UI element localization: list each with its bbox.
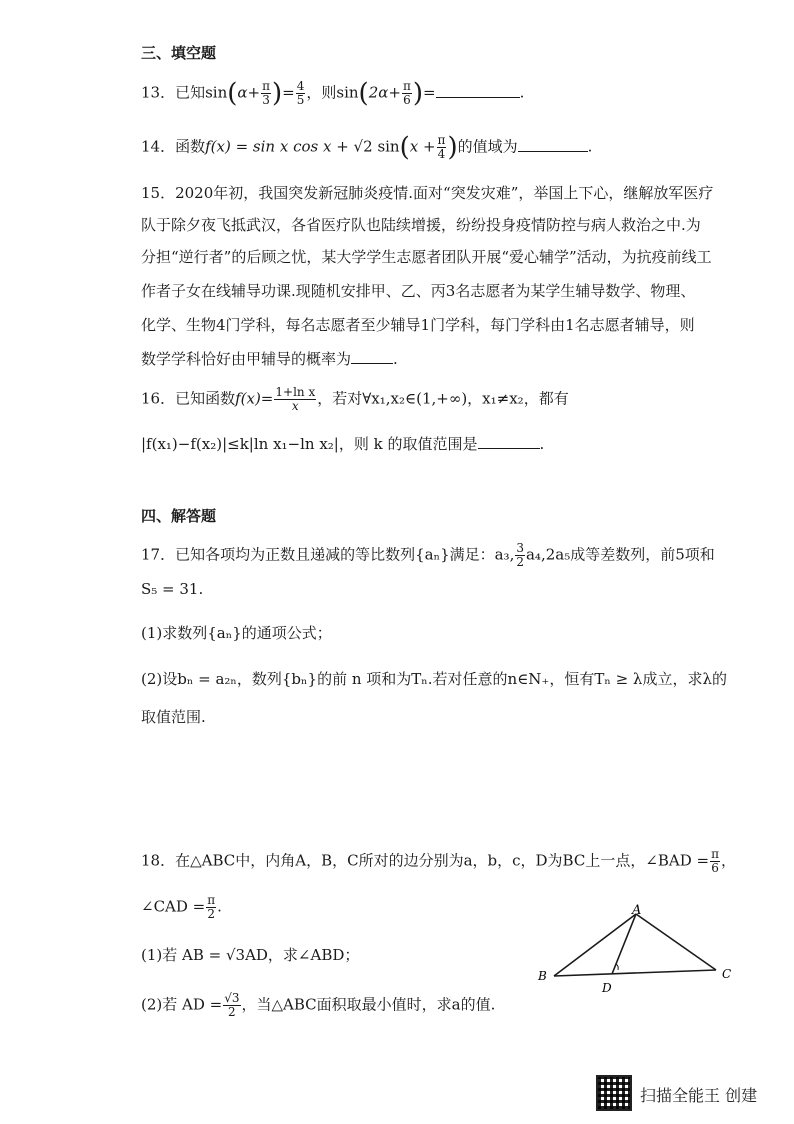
q14-sin: sin [377, 137, 400, 156]
q18-sqrt3-over-2: $\frac{√3}{2}$ [224, 991, 240, 1019]
watermark-label: 扫描全能王 创建 [640, 1086, 758, 1105]
q17-part-2-a: (2)设bₙ = a₂ₙ，数列{bₙ}的前 n 项和为Tₙ.若对任意的n∈N₊，恒有Tₙ ≥ λ成立，求λ的 [141, 670, 727, 688]
q16-line-2: |f(x₁)−f(x₂)|≤k|ln x₁−ln x₂|，则 k 的取值范围是 . [141, 435, 545, 453]
q13-two-alpha: 2α+ [368, 83, 401, 102]
q18-pi-over-2: $\frac{\pi}{2}$ [207, 893, 216, 921]
q18-stem: 18．在△ABC中，内角A，B，C所对的边分别为a，b，c，D为BC上一点，∠BAD = [141, 851, 710, 870]
qr-code-icon [596, 1075, 632, 1111]
q15-line-3: 分担“逆行者”的后顾之忧，某大学学生志愿者团队开展“爱心辅学”活动，为抗疫前线工 [141, 248, 712, 266]
q18-line-2: ∠CAD = $\frac{\pi}{2}$ . [141, 893, 222, 921]
label-c: C [722, 967, 732, 981]
q14-num: 14．函数 [141, 137, 206, 156]
q13-answer-blank [436, 83, 520, 98]
label-d: D [602, 981, 612, 995]
q14-tail: 的值域为 [457, 137, 518, 156]
q16-num: 16．已知函数 [141, 389, 236, 408]
q17-stem-b: a₄,2a₅成等差数列，前5项和 [525, 545, 715, 564]
q13-sin2: sin [336, 83, 359, 102]
q17-part-1: (1)求数列{aₙ}的通项公式； [141, 624, 332, 642]
q14-sqrt2: √2 [353, 137, 373, 156]
q18-angle-cad: ∠CAD = [141, 897, 206, 916]
q17-part-2-b: 取值范围. [141, 708, 206, 726]
q13-end-eq: = [423, 83, 436, 102]
q13-num: 13．已知 [141, 83, 206, 102]
section-fill-blank: 三、填空题 [141, 44, 217, 62]
q17-line-1 [141, 542, 715, 569]
q14-answer-blank [518, 137, 588, 152]
q16-line-1 [141, 386, 569, 413]
triangle-figure [532, 900, 742, 1010]
q18-pi-over-6: $\frac{\pi}{6}$ [711, 847, 719, 875]
question-14: 14．函数f(x) = sin x cos x + √2 sin(x + $\frac{\pi}{4}$ )的值域为 . [141, 132, 593, 163]
q13-four-fifths: $\frac{4}{5}$ [296, 79, 305, 107]
q13-alpha: α+ [237, 83, 261, 102]
q13-eq: = [282, 83, 295, 102]
scanner-watermark [596, 1075, 786, 1115]
q14-fx: f(x) = sin x cos x + [205, 137, 349, 156]
q13-then: ，则 [306, 83, 337, 102]
q17-stem-a: 17．已知各项均为正数且递减的等比数列{aₙ}满足：a₃, [141, 545, 515, 564]
q14-pi-over-4: $\frac{\pi}{4}$ [437, 133, 446, 161]
q18-part-1: (1)若 AB = √3AD，求∠ABD； [141, 946, 360, 964]
q16-condition: ，若对∀x₁,x₂∈(1,+∞)，x₁≠x₂，都有 [317, 389, 569, 408]
q16-fx: f(x)= [235, 389, 274, 408]
q14-x-plus: x + [409, 137, 436, 156]
label-b: B [538, 969, 547, 983]
q13-pi-over-3: $\frac{\pi}{3}$ [262, 79, 270, 107]
edge-bc [554, 970, 716, 976]
q15-line-5: 化学、生物4门学科，每名志愿者至少辅导1门学科，每门学科由1名志愿者辅导，则 [141, 316, 695, 334]
q15-answer-blank [351, 349, 393, 364]
q17-line-2: S₅ = 31. [141, 580, 204, 598]
q17-three-halves: $\frac{3}{2}$ [516, 541, 524, 569]
q13-pi-over-6: $\frac{\pi}{6}$ [402, 79, 411, 107]
q15-tail: 数学学科恰好由甲辅导的概率为 [141, 350, 352, 368]
q16-fraction: $\frac{\text{1+ln x}}{x}$ [275, 385, 316, 413]
label-a: A [632, 903, 642, 918]
section-solve: 四、解答题 [141, 507, 217, 525]
q15-line-6: 数学学科恰好由甲辅导的概率为 . [141, 350, 398, 368]
question-13: 13．已知sin(α+ $\frac{\pi}{3}$ )= $\frac{4}{5}$ ，则sin(2α+ $\frac{\pi}{6}$ )= . [141, 78, 525, 109]
edge-ac [636, 914, 716, 970]
q15-line-4: 作者子女在线辅导功课.现随机安排甲、乙、丙3名志愿者为某学生辅导数学、物理、 [141, 282, 696, 300]
q16-answer-blank [478, 434, 540, 449]
q15-line-2: 队于除夕夜飞抵武汉，各省医疗队也陆续增援，纷纷投身疫情防控与病人救治之中.为 [141, 216, 701, 234]
q18-part-2-b: ，当△ABC面积取最小值时，求a的值. [241, 995, 496, 1014]
q16-inequality: |f(x₁)−f(x₂)|≤k|ln x₁−ln x₂|，则 k 的取值范围是 [141, 435, 478, 453]
q18-part-2-a: (2)若 AD = [141, 995, 223, 1014]
q15-line-1: 15．2020年初，我国突发新冠肺炎疫情.面对“突发灾难”，举国上下心，继解放军医疗 [141, 184, 714, 202]
q18-line-1: 18．在△ABC中，内角A，B，C所对的边分别为a，b，c，D为BC上一点，∠BAD = $\frac{\pi}{6}$ ， [141, 847, 737, 875]
q18-part-2 [141, 992, 495, 1019]
q13-sin: sin [205, 83, 228, 102]
